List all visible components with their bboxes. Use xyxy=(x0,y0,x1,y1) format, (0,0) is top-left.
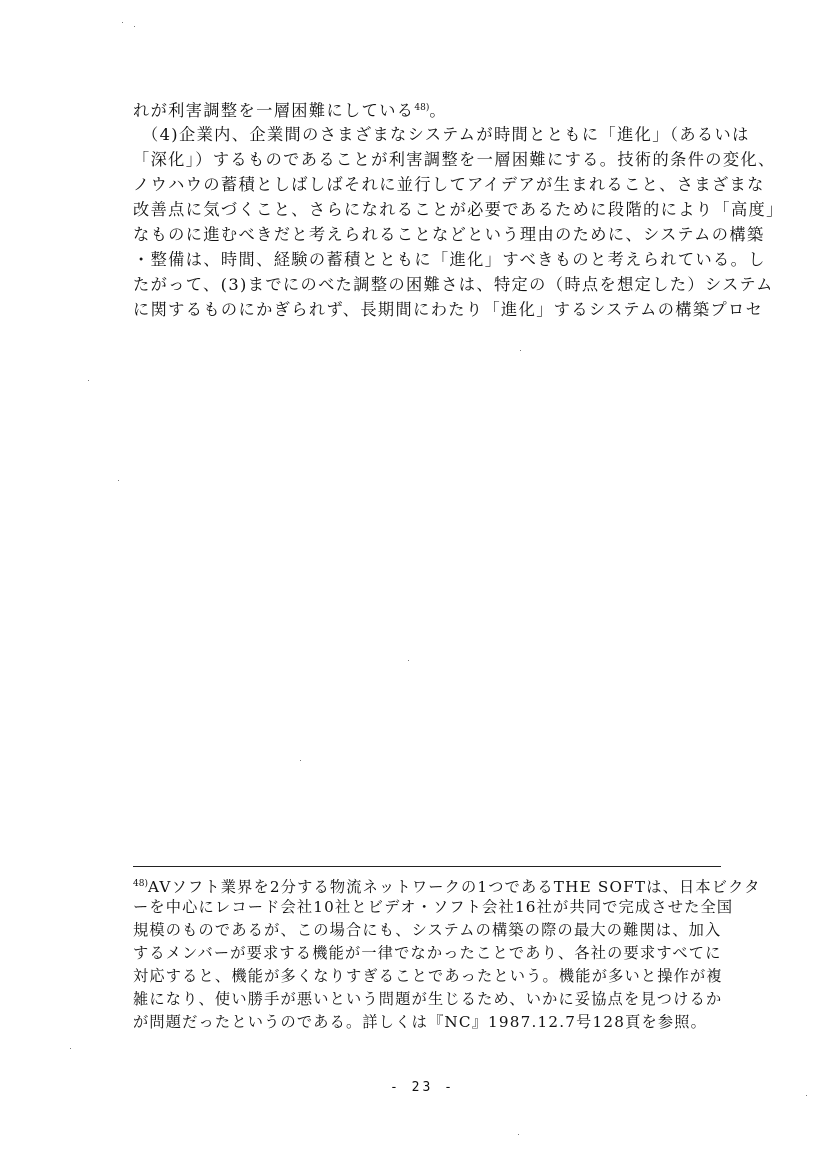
body-line-4: ノウハウの蓄積としばしばそれに並行してアイデアが生まれること、さまざまな xyxy=(133,175,765,194)
body-line-8: たがって、(3)までにのべた調整の困難さは、特定の（時点を想定した）システム xyxy=(133,275,774,294)
scan-speck xyxy=(518,1134,519,1135)
scan-speck xyxy=(806,1095,807,1096)
footnote-line-2: ーを中心にレコード会社10社とビデオ・ソフト会社16社が共同で完成させた全国 xyxy=(133,898,734,916)
footnote-line-1 xyxy=(133,874,761,897)
scan-speck xyxy=(70,1048,71,1049)
body-line-6: なものに進むべきだと考えられることなどという理由のために、システムの構築 xyxy=(133,225,765,244)
body-line-9: に関するものにかぎられず、長期間にわたり「進化」するシステムの構築プロセ xyxy=(133,300,764,319)
body-line-1-text: れが利害調整を一層困難にしている xyxy=(133,101,415,120)
footnote-line-3: 規模のものであるが、この場合にも、システムの構築の際の最大の難関は、加入 xyxy=(133,921,722,939)
scan-speck xyxy=(300,760,301,761)
body-line-1-end: 。 xyxy=(429,101,447,120)
body-line-2: （4)企業内、企業間のさまざまなシステムが時間とともに「進化」（あるいは xyxy=(142,125,750,144)
page-number: - 23 - xyxy=(390,1080,455,1095)
scan-speck xyxy=(118,480,119,481)
body-line-7: ・整備は、時間、経験の蓄積とともに「進化」すべきものと考えられている。し xyxy=(133,250,766,269)
footnote-line-1-text: AVソフト業界を2分する物流ネットワークの1つであるTHE SOFTは、日本ビクタ xyxy=(147,878,761,896)
scan-speck xyxy=(520,350,521,351)
footnote-ref-48: 48) xyxy=(414,103,430,113)
body-line-5: 改善点に気づくこと、さらになれることが必要であるために段階的により「高度」 xyxy=(133,200,784,219)
body-line-3: 「深化」）するものであることが利害調整を一層困難にする。技術的条件の変化、 xyxy=(133,150,776,169)
scan-speck xyxy=(88,380,89,381)
footnote-line-6: 雑になり、使い勝手が悪いという問題が生じるため、いかに妥協点を見つけるか xyxy=(133,990,723,1008)
body-line-1 xyxy=(133,98,447,121)
footnote-line-4: するメンバーが要求する機能が一律でなかったことであり、各社の要求すべてに xyxy=(133,944,722,962)
footnote-marker: 48) xyxy=(133,879,148,889)
scan-speck xyxy=(134,26,135,27)
footnote-line-7: が問題だったというのである。詳しくは『NC』1987.12.7号128頁を参照。 xyxy=(133,1013,708,1031)
footnote-line-5: 対応すると、機能が多くなりすぎることであったという。機能が多いと操作が複 xyxy=(133,967,723,985)
footnote-divider xyxy=(133,866,721,867)
scan-speck xyxy=(122,22,123,23)
scan-speck xyxy=(408,660,409,661)
